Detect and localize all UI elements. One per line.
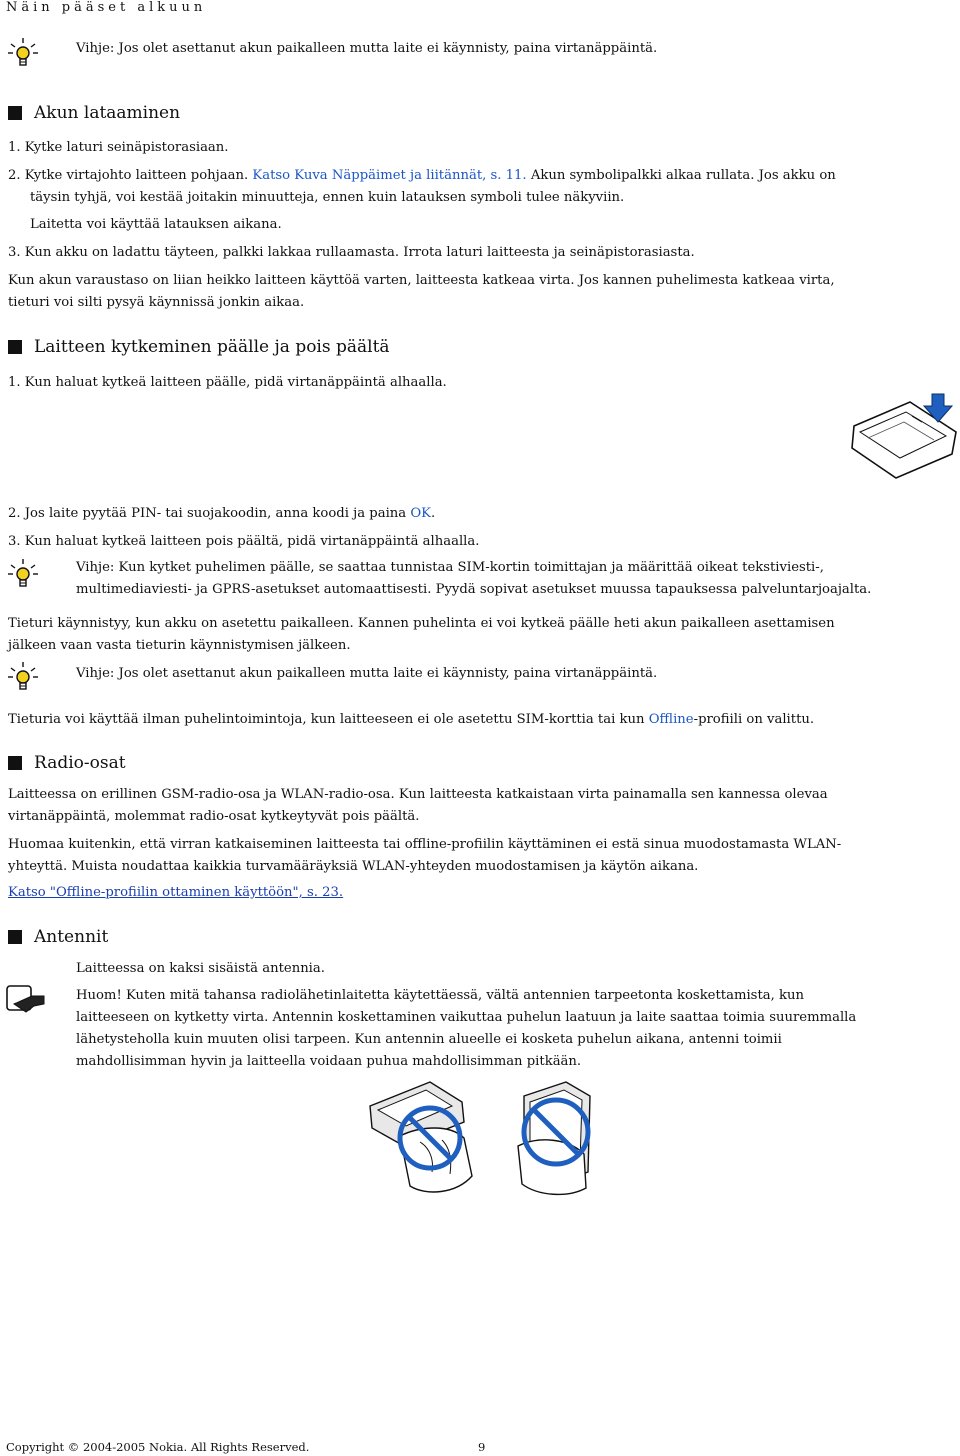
tip-text: Kun kytket puhelimen päälle, se saattaa tunnistaa SIM-kortin toimittajan ja määrittää oikeat tekstiviesti-, [114,560,824,575]
charging-step-2-line3: Laitetta voi käyttää latauksen aikana. [30,217,282,232]
antenna-note-line1 [76,987,804,1005]
section-heading-power: Laitteen kytkeminen päälle ja pois päältä [34,337,390,357]
heading-square-icon [8,106,22,120]
radio-paragraph2-line1: Huomaa kuitenkin, että virran katkaiseminen laitteesta tai offline-profiilin käyttäminen ei estä sinua muodostamasta WLAN- [8,837,842,852]
device-power-key-illustration [848,392,960,482]
section-heading-charging: Akun lataaminen [34,103,181,123]
power-tip2 [76,665,657,683]
power-paragraph1-line2: jälkeen vaan vasta tieturin käynnistymisen jälkeen. [8,638,351,653]
power-paragraph2-text: Tieturia voi käyttää ilman puhelintoimintoja, kun laitteeseen ei ole asetettu SIM-korttia tai kun [8,712,649,727]
note-label: Huom! [76,988,122,1003]
charging-step-2 [8,167,836,185]
section-heading-radio: Radio-osat [34,753,126,773]
power-step-2-end: . [431,506,436,521]
tip-label: Vihje: [76,666,115,681]
tip-label: Vihje: [76,560,115,575]
charging-step-3: 3. Kun akku on ladattu täyteen, palkki lakkaa rullaamasta. Irrota laturi laitteesta ja seinäpistorasiasta. [8,245,695,260]
power-paragraph1-line1: Tieturi käynnistyy, kun akku on asetettu paikalleen. Kannen puhelinta ei voi kytkeä päälle heti akun paikalleen asettamisen [8,616,835,631]
ok-link[interactable]: OK [410,506,432,521]
radio-paragraph1-line2: virtanäppäintä, molemmat radio-osat kytkeytyvät pois päältä. [8,809,420,824]
section-heading-antennas: Antennit [34,927,109,947]
heading-square-icon [8,340,22,354]
offline-profile-link[interactable]: Katso "Offline-profiilin ottaminen käyttöön", s. 23. [8,885,344,900]
offline-link[interactable]: Offline [648,712,694,727]
antenna-left-illustration [360,1076,500,1200]
antenna-right-illustration [508,1076,600,1200]
lightbulb-tip-icon [6,660,40,694]
tip-top [76,40,657,58]
tip-label: Vihje: [76,41,115,56]
note-hand-icon [4,982,48,1016]
link-keys-figure[interactable]: Katso Kuva Näppäimet ja liitännät, s. 11. [252,168,527,183]
charging-step-2-text: 2. Kytke virtajohto laitteen pohjaan. [8,168,253,183]
power-tip-line2: multimediaviesti- ja GPRS-asetukset automaattisesti. Pyydä sopivat asetukset muussa tapauksessa palveluntarjoajalta. [76,582,872,597]
charging-paragraph-line1: Kun akun varaustaso on liian heikko laitteen käyttöä varten, laitteesta katkeaa virta. Jos kannen puhelimesta katkeaa virta, [8,273,835,288]
heading-square-icon [8,756,22,770]
power-step-3: 3. Kun haluat kytkeä laitteen pois päältä, pidä virtanäppäintä alhaalla. [8,534,480,549]
running-head: Näin pääset alkuun [6,0,207,15]
antenna-note-line2: laitteeseen on kytketty virta. Antennin koskettaminen vaikuttaa puhelun laatuun ja laite saattaa toimia suuremmalla [76,1010,857,1025]
power-tip-line1 [76,559,824,577]
tip-text: Jos olet asettanut akun paikalleen mutta laite ei käynnisty, paina virtanäppäintä. [114,41,658,56]
radio-paragraph2-line2: yhteyttä. Muista noudattaa kaikkia turvamääräyksiä WLAN-yhteyden muodostamisen ja käytön aikana. [8,859,699,874]
radio-paragraph1-line1: Laitteessa on erillinen GSM-radio-osa ja WLAN-radio-osa. Kun laitteesta katkaistaan virta painamalla sen kannessa olevaa [8,787,828,802]
note-text: Kuten mitä tahansa radiolähetinlaitetta käytettäessä, vältä antennien tarpeetonta koskettamista, kun [121,988,804,1003]
page-number: 9 [478,1440,486,1454]
charging-step-2-line2: täysin tyhjä, voi kestää joitakin minuutteja, ennen kuin latauksen symboli tulee näkyviin. [30,190,625,205]
antenna-intro: Laitteessa on kaksi sisäistä antennia. [76,961,325,976]
tip-text: Jos olet asettanut akun paikalleen mutta laite ei käynnisty, paina virtanäppäintä. [114,666,658,681]
charging-step-2-text-end: Akun symbolipalkki alkaa rullata. Jos akku on [526,168,836,183]
charging-paragraph-line2: tieturi voi silti pysyä käynnissä jonkin aikaa. [8,295,305,310]
lightbulb-tip-icon [6,557,40,591]
power-paragraph2-end: -profiili on valittu. [693,712,815,727]
power-paragraph2 [8,711,814,729]
charging-step-1: 1. Kytke laturi seinäpistorasiaan. [8,140,229,155]
footer-copyright: Copyright © 2004-2005 Nokia. All Rights Reserved. [6,1440,310,1454]
antenna-note-line3: lähetysteholla kuin muuten olisi tarpeen. Kun antennin alueelle ei kosketa puhelun aikana, antenni toimii [76,1032,782,1047]
heading-square-icon [8,930,22,944]
antenna-note-line4: mahdollisimman hyvin ja laitteella voidaan puhua mahdollisimman pitkään. [76,1054,582,1069]
lightbulb-tip-icon [6,36,40,70]
power-step-2-text: 2. Jos laite pyytää PIN- tai suojakoodin, anna koodi ja paina [8,506,411,521]
power-step-2 [8,505,435,523]
power-step-1: 1. Kun haluat kytkeä laitteen päälle, pidä virtanäppäintä alhaalla. [8,375,447,390]
